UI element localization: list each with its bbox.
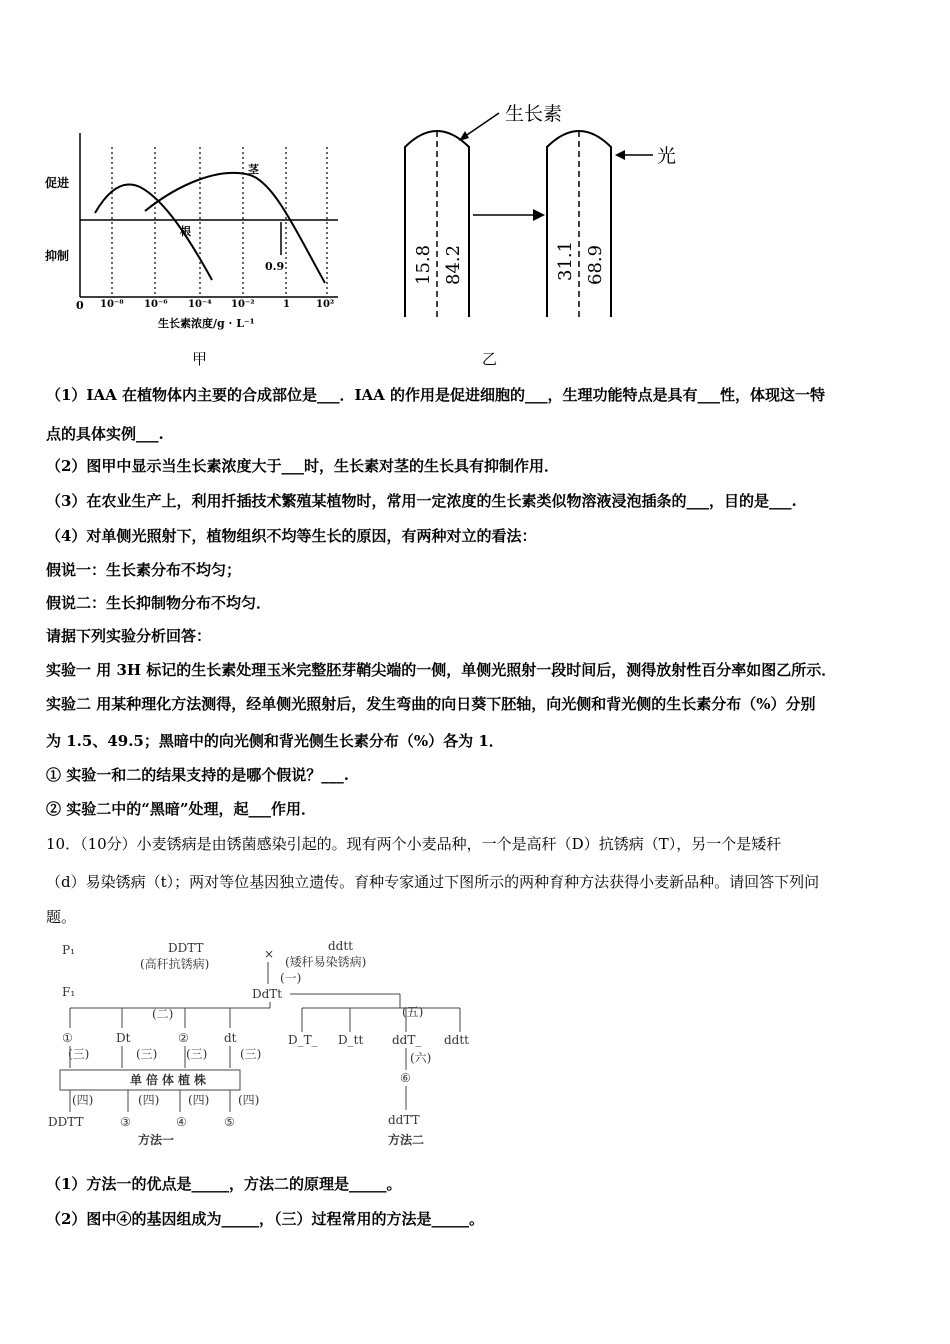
tick-label: 10² [316,299,335,310]
step2-label: (二) [152,1007,174,1021]
step4-label: (四) [238,1093,260,1107]
q9-line: 实验二 用某种理化方法测得，经单侧光照射后，发生弯曲的向日葵下胚轴，向光侧和背光侧的生长素分布（%）分别 [46,695,816,713]
x-axis-label: 生长素浓度/g · L⁻¹ [158,317,255,330]
step5-label: (五) [402,1005,424,1019]
q9-line: （4）对单侧光照射下，植物组织不均等生长的原因，有两种对立的看法： [46,527,537,545]
f1-genotype: DdTt [252,987,283,1001]
figure-jia-caption: 甲 [192,350,208,368]
q9-line: （1）IAA 在植物体内主要的合成部位是___．IAA 的作用是促进细胞的___，生理功能特点是具有___性，体现这一特 [46,386,825,404]
q10-line: 题。 [46,908,77,926]
gamete: dt [224,1031,237,1045]
q9-line: 实验一 用 3H 标记的生长素处理玉米完整胚芽鞘尖端的一侧，单侧光照射一段时间后，测得放射性百分率如图乙所示． [46,661,837,679]
haploid-label: 单倍体植株 [130,1073,211,1087]
step3-label: (三) [136,1047,158,1061]
q9-line: 点的具体实例___. [46,425,164,443]
f1-label: F₁ [62,985,76,999]
f2-type: D_tt [338,1033,364,1047]
result: ④ [176,1115,187,1129]
stem-curve [145,173,325,283]
left-value-2: 84.2 [443,244,464,285]
gamete: ① [62,1031,73,1045]
tick-label: 10⁻² [231,299,255,310]
transfer-arrowhead [533,209,545,221]
figure-yi [395,95,695,320]
q9-line: 假说二：生长抑制物分布不均匀． [46,594,272,612]
step3-label: (三) [68,1047,90,1061]
origin-label: 0 [76,299,84,312]
jia-gridlines [112,147,327,297]
step4-label: (四) [188,1093,210,1107]
breeding-diagram [40,932,480,1154]
p1-label: P₁ [62,943,75,957]
result: ⑤ [224,1115,235,1129]
q10-line: 10．（10分）小麦锈病是由锈菌感染引起的。现有两个小麦品种，一个是高秆（D）抗锈病（T），另一个是矮秆 [46,835,782,853]
f2-type: ddtt [444,1033,470,1047]
figure-yi-caption: 乙 [482,350,498,368]
auxin-label: 生长素 [505,103,563,125]
step4-label: (四) [138,1093,160,1107]
right-value-2: 68.9 [585,244,606,285]
q9-line: 请据下列实验分析回答： [46,627,212,645]
result: DDTT [48,1115,84,1129]
cross-symbol: × [264,947,275,961]
figure-jia [40,125,350,340]
parent1-genotype: DDTT [168,941,204,955]
q9-line: （2）图甲中显示当生长素浓度大于___时，生长素对茎的生长具有抑制作用． [46,457,559,475]
final-genotype: ddTT [388,1113,420,1127]
y-label-inhibit: 抑制 [45,249,70,263]
q9-line: 为 1.5、49.5；黑暗中的向光侧和背光侧生长素分布（%）各为 1． [46,732,504,750]
q9-line: （3）在农业生产上，利用扦插技术繁殖某植物时，常用一定浓度的生长素类似物溶液浸泡插条的___，目的是___. [46,492,797,510]
q10-question: （2）图中④的基因组成为_____，（三）过程常用的方法是_____。 [46,1210,484,1228]
light-arrowhead [615,150,625,160]
q9-line: ② 实验二中的“黑暗”处理，起___作用． [46,800,316,818]
tick-label: 1 [283,299,290,310]
y-label-promote: 促进 [45,176,70,190]
parent1-desc: (高秆抗锈病) [140,957,210,971]
circle6: ⑥ [400,1071,411,1085]
auxin-arrowhead [459,131,469,141]
tick-label: 10⁻⁴ [188,299,212,310]
f2-type: D_T_ [288,1033,318,1047]
q9-line: ① 实验一和二的结果支持的是哪个假说？___. [46,766,349,784]
q9-line: 假说一：生长素分布不均匀； [46,561,242,579]
parent2-genotype: ddtt [328,939,354,953]
right-value-1: 31.1 [555,240,576,281]
step1-label: (一) [280,971,302,985]
result: ③ [120,1115,131,1129]
q10-question: （1）方法一的优点是_____，方法二的原理是_____。 [46,1175,402,1193]
q10-line: （d）易染锈病（t）；两对等位基因独立遗传。育种专家通过下图所示的两种育种方法获得小麦新品种。请回答下列问 [46,873,820,891]
step3-label: (三) [186,1047,208,1061]
tick-label: 10⁻⁶ [144,299,168,310]
parent2-desc: (矮秆易染锈病) [285,955,367,969]
light-label: 光 [657,145,677,167]
gamete: Dt [116,1031,131,1045]
step3-label: (三) [240,1047,262,1061]
step4-label: (四) [72,1093,94,1107]
method2-label: 方法二 [388,1133,425,1147]
tick-label: 10⁻⁸ [100,299,124,310]
method1-label: 方法一 [138,1133,175,1147]
step6-label: (六) [410,1051,432,1065]
f2-type: ddT_ [392,1033,422,1047]
stem-label: 茎 [248,163,259,176]
marker-value: 0.9 [265,260,285,273]
gamete: ② [178,1031,189,1045]
left-value-1: 15.8 [413,244,434,285]
root-label: 根 [180,225,191,238]
